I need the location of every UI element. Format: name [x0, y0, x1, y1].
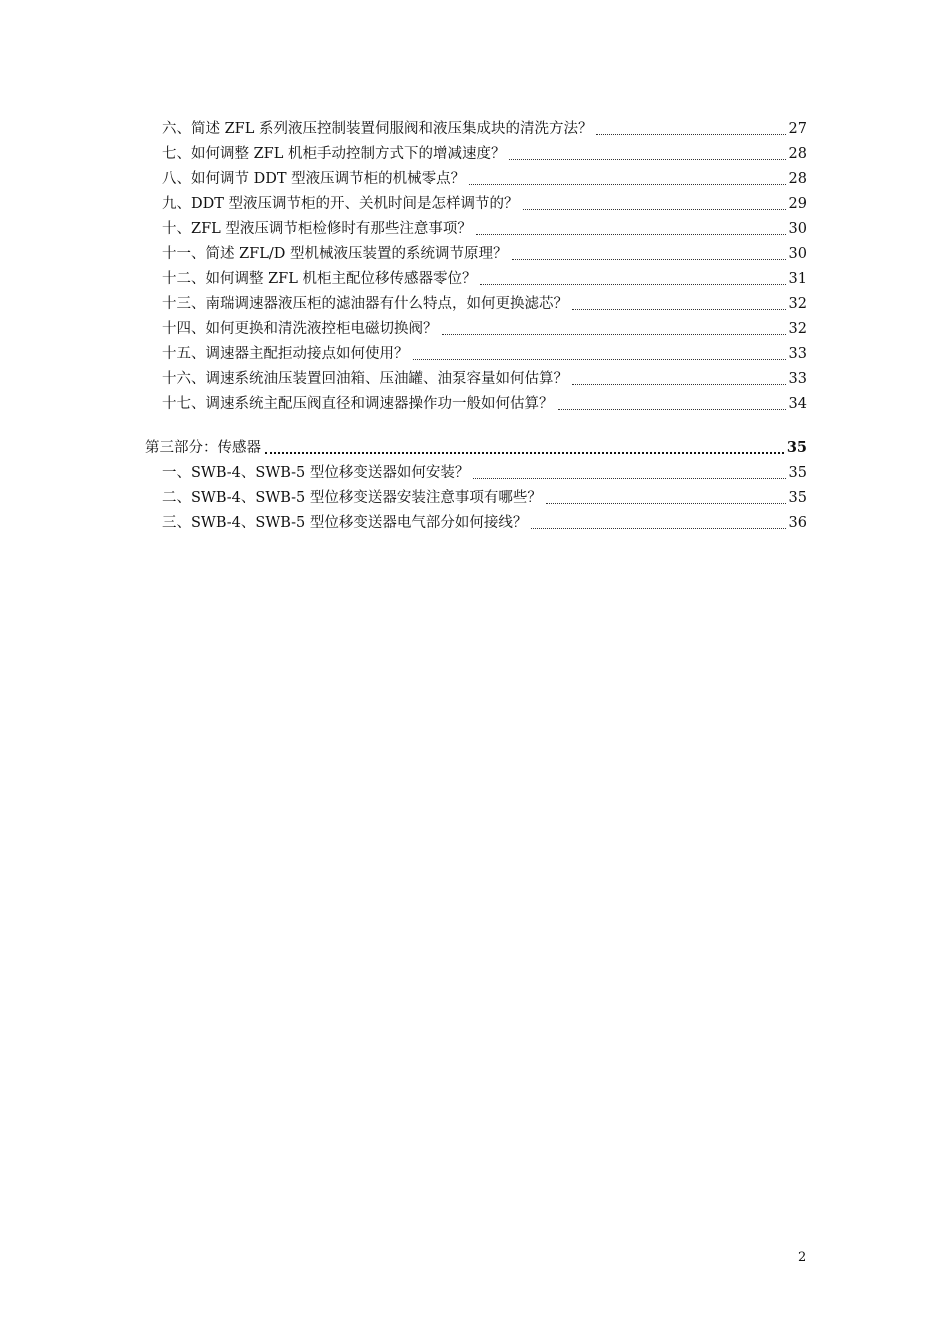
page-number: 2 [798, 1250, 807, 1265]
toc-entry-label: 七、如何调整 ZFL 机柜手动控制方式下的增减速度？ [162, 146, 506, 162]
dot-leader [469, 183, 785, 185]
toc-part-heading[interactable] [145, 439, 807, 459]
toc-entry[interactable] [162, 370, 807, 390]
dot-leader [572, 308, 786, 310]
toc-entry[interactable] [162, 270, 807, 290]
toc-entry-label: 三、SWB-4、SWB-5 型位移变送器电气部分如何接线？ [162, 515, 528, 531]
dot-leader [523, 208, 786, 210]
toc-entry-label: 九、DDT 型液压调节柜的开、关机时间是怎样调节的？ [162, 196, 519, 212]
dot-leader [265, 451, 784, 454]
toc-entry-page: 27 [788, 121, 807, 137]
toc-entry-label: 十一、简述 ZFL/D 型机械液压装置的系统调节原理？ [162, 246, 508, 262]
toc-entry-label: 十三、南瑞调速器液压柜的滤油器有什么特点，如何更换滤芯？ [162, 296, 568, 312]
toc-entry[interactable] [162, 195, 807, 215]
toc-entry[interactable] [162, 514, 807, 534]
toc-entry-page: 36 [788, 515, 807, 531]
toc-entry-label: 十、ZFL 型液压调节柜检修时有那些注意事项？ [162, 221, 472, 237]
dot-leader [546, 502, 786, 504]
toc-entry-page: 30 [788, 221, 807, 237]
toc-entry-page: 30 [788, 246, 807, 262]
toc-entry[interactable] [162, 220, 807, 240]
toc-entry-page: 35 [788, 490, 807, 506]
dot-leader [531, 527, 785, 529]
dot-leader [572, 383, 786, 385]
toc-entry-page: 31 [788, 271, 807, 287]
dot-leader [473, 477, 785, 479]
dot-leader [480, 283, 785, 285]
dot-leader [558, 408, 786, 410]
toc-entry-label: 十二、如何调整 ZFL 机柜主配位移传感器零位？ [162, 271, 477, 287]
toc-entry-label: 十六、调速系统油压装置回油箱、压油罐、油泵容量如何估算？ [162, 371, 568, 387]
toc-entry-page: 34 [788, 396, 807, 412]
toc-entry-page: 28 [788, 146, 807, 162]
dot-leader [596, 133, 785, 135]
toc-entry[interactable] [162, 245, 807, 265]
toc-entry-label: 八、如何调节 DDT 型液压调节柜的机械零点？ [162, 171, 466, 187]
toc-entry-page: 33 [788, 346, 807, 362]
toc-entry[interactable] [162, 295, 807, 315]
toc-entry-label: 六、简述 ZFL 系列液压控制装置伺服阀和液压集成块的清洗方法？ [162, 121, 593, 137]
toc-entry-page: 33 [788, 371, 807, 387]
dot-leader [413, 358, 786, 360]
toc-entry[interactable] [162, 145, 807, 165]
toc-entry[interactable] [162, 120, 807, 140]
toc-entry-label: 十七、调速系统主配压阀直径和调速器操作功一般如何估算？ [162, 396, 554, 412]
toc-entry[interactable] [162, 464, 807, 484]
toc-entry-label: 十四、如何更换和清洗液控柜电磁切换阀？ [162, 321, 438, 337]
toc-entry-label: 十五、调速器主配拒动接点如何使用？ [162, 346, 409, 362]
toc-entry-page: 35 [788, 465, 807, 481]
toc-entry[interactable] [162, 320, 807, 340]
toc-entry-label: 一、SWB-4、SWB-5 型位移变送器如何安装？ [162, 465, 470, 481]
dot-leader [442, 333, 786, 335]
dot-leader [509, 158, 785, 160]
toc-entry[interactable] [162, 170, 807, 190]
toc-entry[interactable] [162, 489, 807, 509]
toc-part-label: 第三部分：传感器 [145, 440, 261, 456]
toc-entry-page: 32 [788, 321, 807, 337]
toc-entry-page: 28 [788, 171, 807, 187]
toc-part-page: 35 [786, 439, 807, 456]
toc-entry-label: 二、SWB-4、SWB-5 型位移变送器安装注意事项有哪些？ [162, 490, 542, 506]
toc-entry-page: 29 [788, 196, 807, 212]
toc-entry[interactable] [162, 395, 807, 415]
dot-leader [512, 258, 786, 260]
toc-entry-page: 32 [788, 296, 807, 312]
toc-entry[interactable] [162, 345, 807, 365]
dot-leader [476, 233, 786, 235]
